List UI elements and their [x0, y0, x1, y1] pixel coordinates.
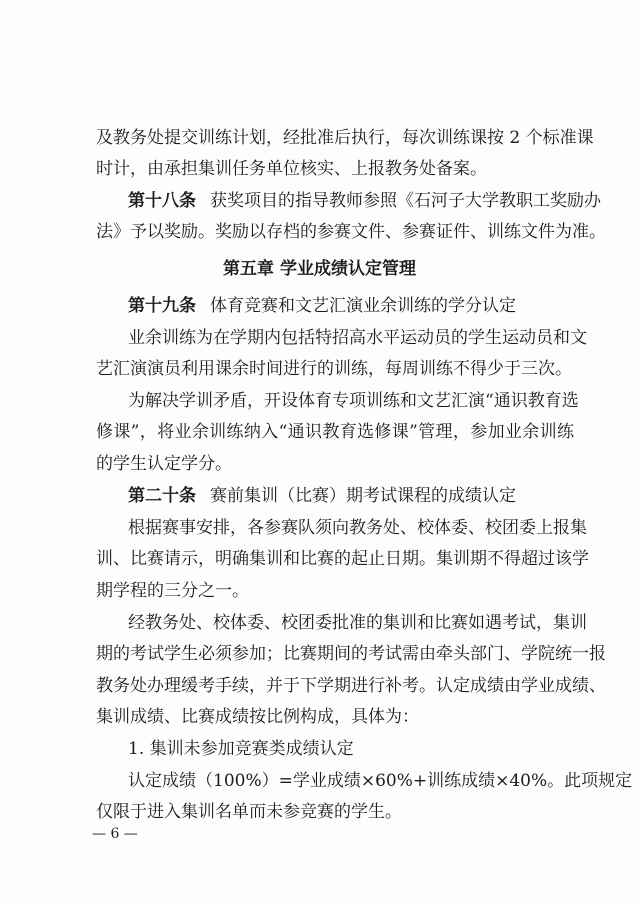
chapter-heading: 第五章 学业成绩认定管理	[223, 259, 416, 279]
article-number: 第十九条	[128, 296, 196, 316]
paragraph-line: 根据赛事安排，各参赛队须向教务处、校体委、校团委上报集	[128, 518, 587, 538]
article-title: 赛前集训（比赛）期考试课程的成绩认定	[210, 486, 516, 506]
paragraph-line: 教务处办理缓考手续，并于下学期进行补考。认定成绩由学业成绩、	[96, 676, 606, 696]
page-number: — 6 —	[92, 826, 138, 842]
paragraph-line: 集训成绩、比赛成绩按比例构成，具体为：	[96, 707, 419, 727]
paragraph-line: 时计，由承担集训任务单位核实、上报教务处备案。	[96, 159, 487, 179]
paragraph-line: 业余训练为在学期内包括特招高水平运动员的学生运动员和文	[128, 328, 587, 348]
article-20-heading	[128, 485, 574, 507]
article-text: 获奖项目的指导教师参照《石河子大学教职工奖励办	[210, 191, 601, 211]
article-18-line	[128, 190, 601, 212]
paragraph-line: 的学生认定学分。	[96, 454, 232, 474]
paragraph-line: 艺汇演演员利用课余时间进行的训练，每周训练不得少于三次。	[96, 359, 572, 379]
list-item: 1. 集训未参加竞赛类成绩认定	[128, 739, 354, 759]
article-title: 体育竞赛和文艺汇演业余训练的学分认定	[210, 296, 516, 316]
paragraph-line: 修课”，将业余训练纳入“通识教育选修课”管理，参加业余训练	[96, 422, 574, 442]
article-number: 第二十条	[128, 486, 196, 506]
paragraph-line: 法》予以奖励。奖励以存档的参赛文件、参赛证件、训练文件为准。	[96, 222, 606, 242]
paragraph-line: 认定成绩（100%）=学业成绩×60%+训练成绩×40%。此项规定	[128, 771, 633, 791]
paragraph-line: 仅限于进入集训名单而未参竞赛的学生。	[96, 802, 402, 822]
article-number: 第十八条	[128, 191, 196, 211]
paragraph-line: 为解决学训矛盾，开设体育专项训练和文艺汇演“通识教育选	[128, 391, 579, 411]
paragraph-line: 及教务处提交训练计划，经批准后执行，每次训练课按 2 个标准课	[96, 128, 594, 148]
paragraph-line: 期的考试学生必须参加；比赛期间的考试需由牵头部门、学院统一报	[96, 644, 606, 664]
paragraph-line: 训、比赛请示，明确集训和比赛的起止日期。集训期不得超过该学	[96, 549, 589, 569]
paragraph-line: 经教务处、校体委、校团委批准的集训和比赛如遇考试，集训	[128, 613, 587, 633]
paragraph-line: 期学程的三分之一。	[96, 581, 249, 601]
article-19-heading	[128, 295, 574, 317]
